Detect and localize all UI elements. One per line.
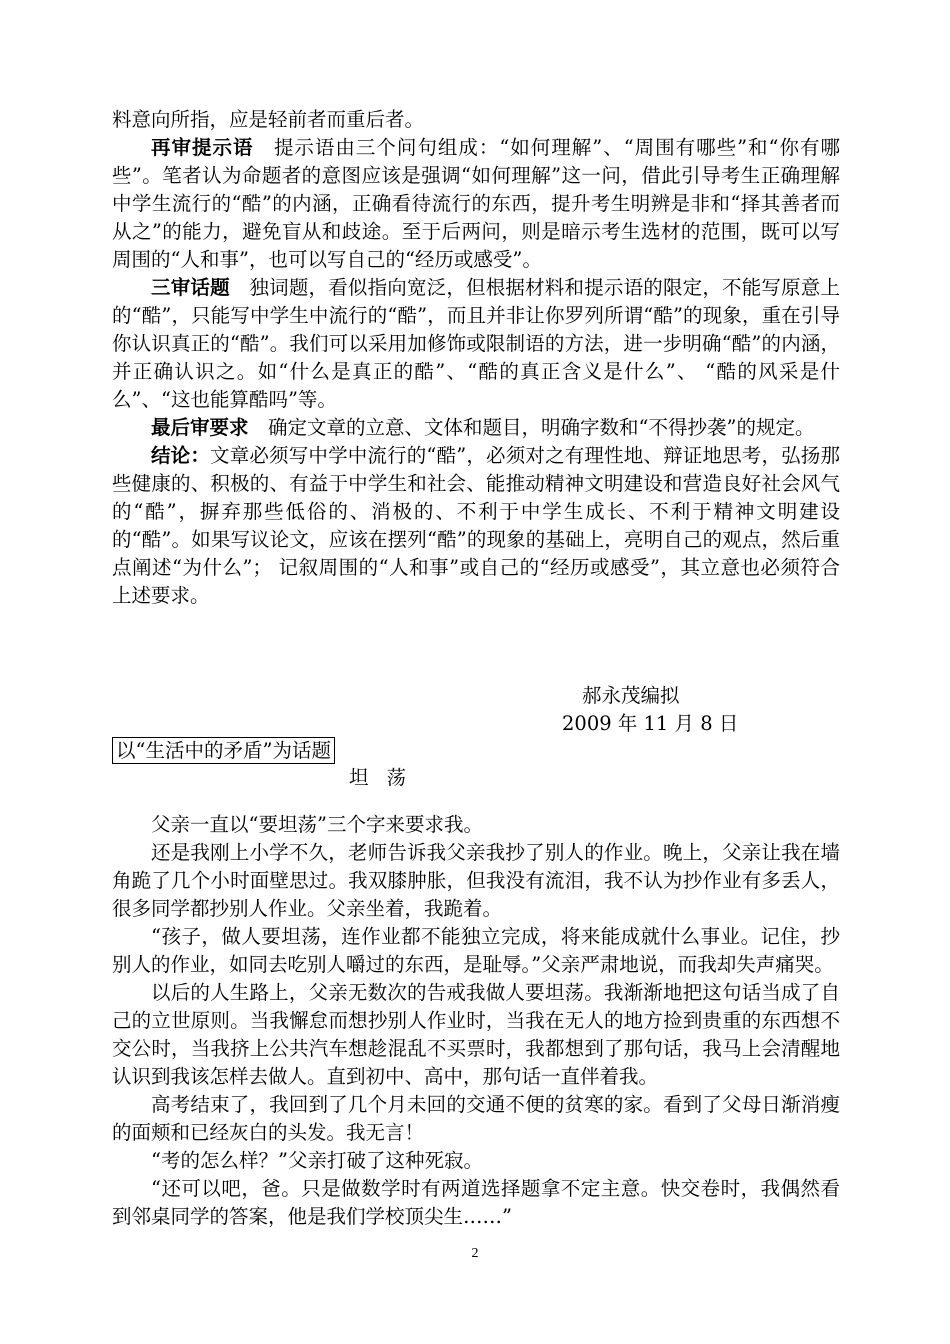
essay-paragraph: 高考结束了，我回到了几个月未回的交通不便的贫寒的家。看到了父母日渐消瘦的面颊和已经灰白的头发。我无言！ [112, 1093, 840, 1144]
exam-analysis [112, 106, 840, 610]
section-heading: 三审话题 [151, 276, 230, 299]
paragraph-requirement-review [112, 414, 840, 442]
essay-paragraph: 还是我刚上小学不久，老师告诉我父亲我抄了别人的作业。晚上，父亲让我在墙角跪了几个小时面壁思过。我双膝肿胀，但我没有流泪，我不认为抄作业有多丢人，很多同学都抄别人作业。父亲坐着，我跪着。 [112, 841, 840, 920]
section-heading: 再审提示语 [151, 136, 254, 159]
essay-paragraph: “孩子，做人要坦荡，连作业都不能独立完成，将来能成就什么事业。记住，抄别人的作业，如同去吃别人嚼过的东西，是耻辱。”父亲严肃地说，而我却失声痛哭。 [112, 925, 840, 976]
paragraph-topic-review [112, 274, 840, 414]
section-body: 独词题，看似指向宽泛，但根据材料和提示语的限定，不能写原意上的“酷”，只能写中学生中流行的“酷”，而且并非让你罗列所谓“酷”的现象，重在引导你认识真正的“酷”。我们可以采用加修饰或限制语的方法，进一步明确“酷”的内涵，并正确认识之。如“什么是真正的酷”、“酷的真正含义是什么”、 “酷的风采是什么”、“这也能算酷吗”等。 [112, 276, 840, 411]
section-body: 提示语由三个问句组成：“如何理解”、“周围有哪些”和“你有哪些”。笔者认为命题者的意图应该是强调“如何理解”这一问，借此引导考生正确理解中学生流行的“酷”的内涵，正确看待流行的东西，提升考生明辨是非和“择其善者而从之”的能力，避免盲从和歧途。至于后两问，则是暗示考生选材的范围，既可以写周围的“人和事”，也可以写自己的“经历或感受”。 [112, 136, 840, 271]
author-signature: 郝永茂编拟 [582, 684, 680, 707]
essay-paragraph: “还可以吧，爸。只是做数学时有两道选择题拿不定主意。快交卷时，我偶然看到邻桌同学的答案，他是我们学校顶尖生……” [112, 1177, 840, 1228]
essay-body [112, 811, 840, 1231]
essay-paragraph: “考的怎么样？”父亲打破了这种死寂。 [151, 1149, 483, 1172]
paragraph-prompt-review [112, 134, 840, 274]
section-heading: 结论： [151, 444, 211, 467]
page-number: 2 [471, 1246, 479, 1261]
section-body: 确定文章的立意、文体和题目，明确字数和“不得抄袭”的规定。 [268, 416, 815, 439]
signature-date: 2009 年 11 月 8 日 [562, 712, 739, 735]
essay-paragraph: 父亲一直以“要坦荡”三个字来要求我。 [151, 813, 483, 836]
paragraph-intro: 料意向所指，应是轻前者而重后者。 [112, 108, 425, 131]
section-heading: 最后审要求 [151, 416, 249, 439]
paragraph-conclusion [112, 442, 840, 610]
essay-title: 坦荡 [349, 766, 425, 789]
section-body: 文章必须写中学中流行的“酷”，必须对之有理性地、辩证地思考，弘扬那些健康的、积极的、有益于中学生和社会、能推动精神文明建设和营造良好社会风气的“酷”，摒弃那些低俗的、消极的、不利于中学生成长、不利于精神文明建设的“酷”。如果写议论文，应该在摆列“酷”的现象的基础上，亮明自己的观点，然后重点阐述“为什么”； 记叙周围的“人和事”或自己的“经历或感受”，其立意也必须符合上述要求。 [112, 444, 840, 607]
topic-box: 以“生活中的矛盾”为话题 [112, 737, 335, 764]
essay-paragraph: 以后的人生路上，父亲无数次的告戒我做人要坦荡。我渐渐地把这句话当成了自己的立世原则。当我懈怠而想抄别人作业时，当我在无人的地方捡到贵重的东西想不交公时，当我挤上公共汽车想趁混乱不买票时，我都想到了那句话，我马上会清醒地认识到我该怎样去做人。直到初中、高中，那句话一直伴着我。 [112, 981, 840, 1088]
